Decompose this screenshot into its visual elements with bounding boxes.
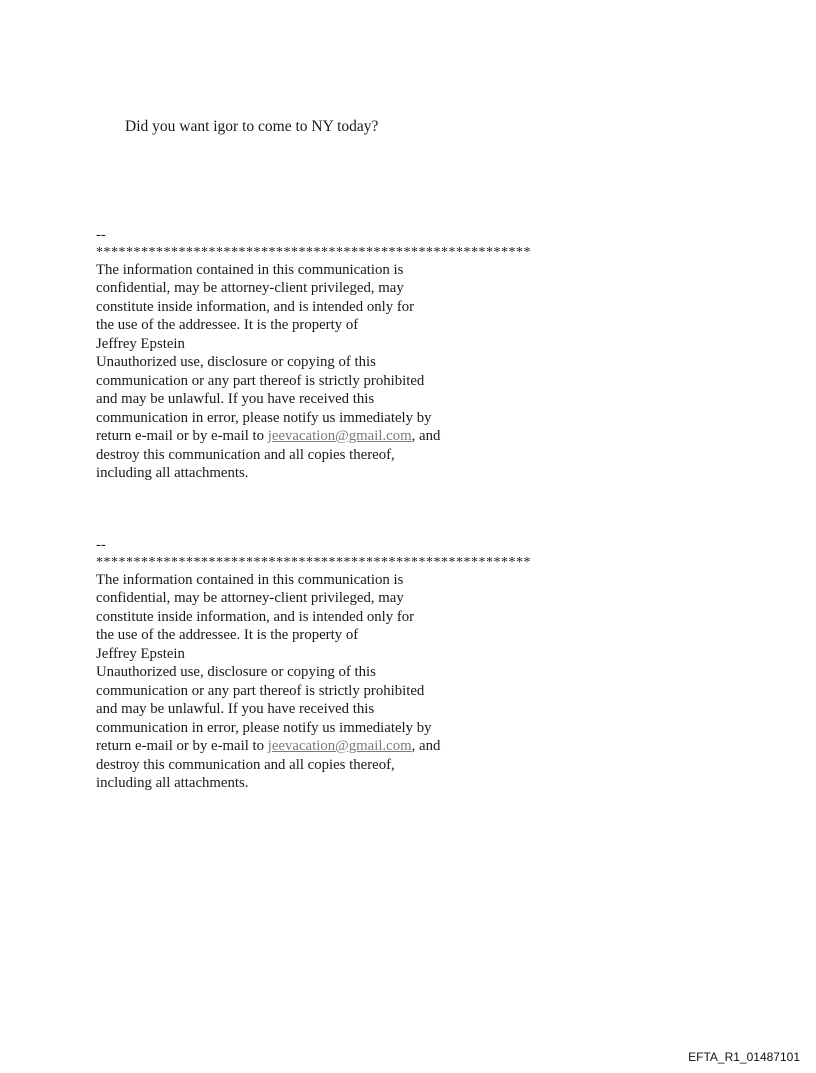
footer-line: including all attachments.	[96, 775, 249, 791]
signature-separator: --	[96, 537, 106, 553]
footer-line: Unauthorized use, disclosure or copying of this	[96, 664, 376, 680]
asterisk-divider: **********************************************************	[96, 244, 531, 260]
confidentiality-footer	[96, 226, 616, 483]
email-link[interactable]: jeevacation@gmail.com	[267, 428, 412, 444]
footer-line: Unauthorized use, disclosure or copying of this	[96, 354, 376, 370]
footer-line: destroy this communication and all copies thereof,	[96, 446, 395, 463]
footer-line: the use of the addressee. It is the property of	[96, 627, 359, 643]
email-prefix: return e-mail or by e-mail to	[96, 738, 268, 754]
footer-line: communication or any part thereof is strictly prohibited	[96, 682, 425, 699]
footer-line: Jeffrey Epstein	[96, 645, 185, 662]
email-suffix: , and	[411, 428, 441, 444]
footer-email-line	[96, 737, 616, 756]
footer-line: and may be unlawful. If you have received this	[96, 391, 375, 407]
footer-line: constitute inside information, and is intended only for	[96, 298, 415, 315]
asterisk-divider: **********************************************************	[96, 554, 531, 570]
footer-line: and may be unlawful. If you have received this	[96, 701, 375, 717]
footer-line: The information contained in this communication is	[96, 571, 404, 588]
footer-line: confidential, may be attorney-client privileged, may	[96, 280, 404, 296]
email-link[interactable]: jeevacation@gmail.com	[267, 738, 412, 754]
footer-line: destroy this communication and all copies thereof,	[96, 756, 395, 773]
email-prefix: return e-mail or by e-mail to	[96, 428, 268, 444]
footer-line: communication or any part thereof is strictly prohibited	[96, 372, 425, 389]
footer-email-line	[96, 427, 616, 446]
footer-line: constitute inside information, and is intended only for	[96, 608, 415, 625]
confidentiality-footer	[96, 536, 616, 793]
footer-line: communication in error, please notify us immediately by	[96, 719, 432, 736]
footer-line: Jeffrey Epstein	[96, 335, 185, 352]
email-suffix: , and	[411, 738, 441, 754]
footer-line: The information contained in this communication is	[96, 261, 404, 278]
footer-line: communication in error, please notify us immediately by	[96, 409, 432, 426]
signature-separator: --	[96, 227, 106, 243]
footer-line: confidential, may be attorney-client privileged, may	[96, 590, 404, 606]
footer-line: including all attachments.	[96, 465, 249, 481]
message-text: Did you want igor to come to NY today?	[125, 118, 379, 135]
document-id: EFTA_R1_01487101	[688, 1050, 800, 1064]
footer-line: the use of the addressee. It is the property of	[96, 317, 359, 333]
